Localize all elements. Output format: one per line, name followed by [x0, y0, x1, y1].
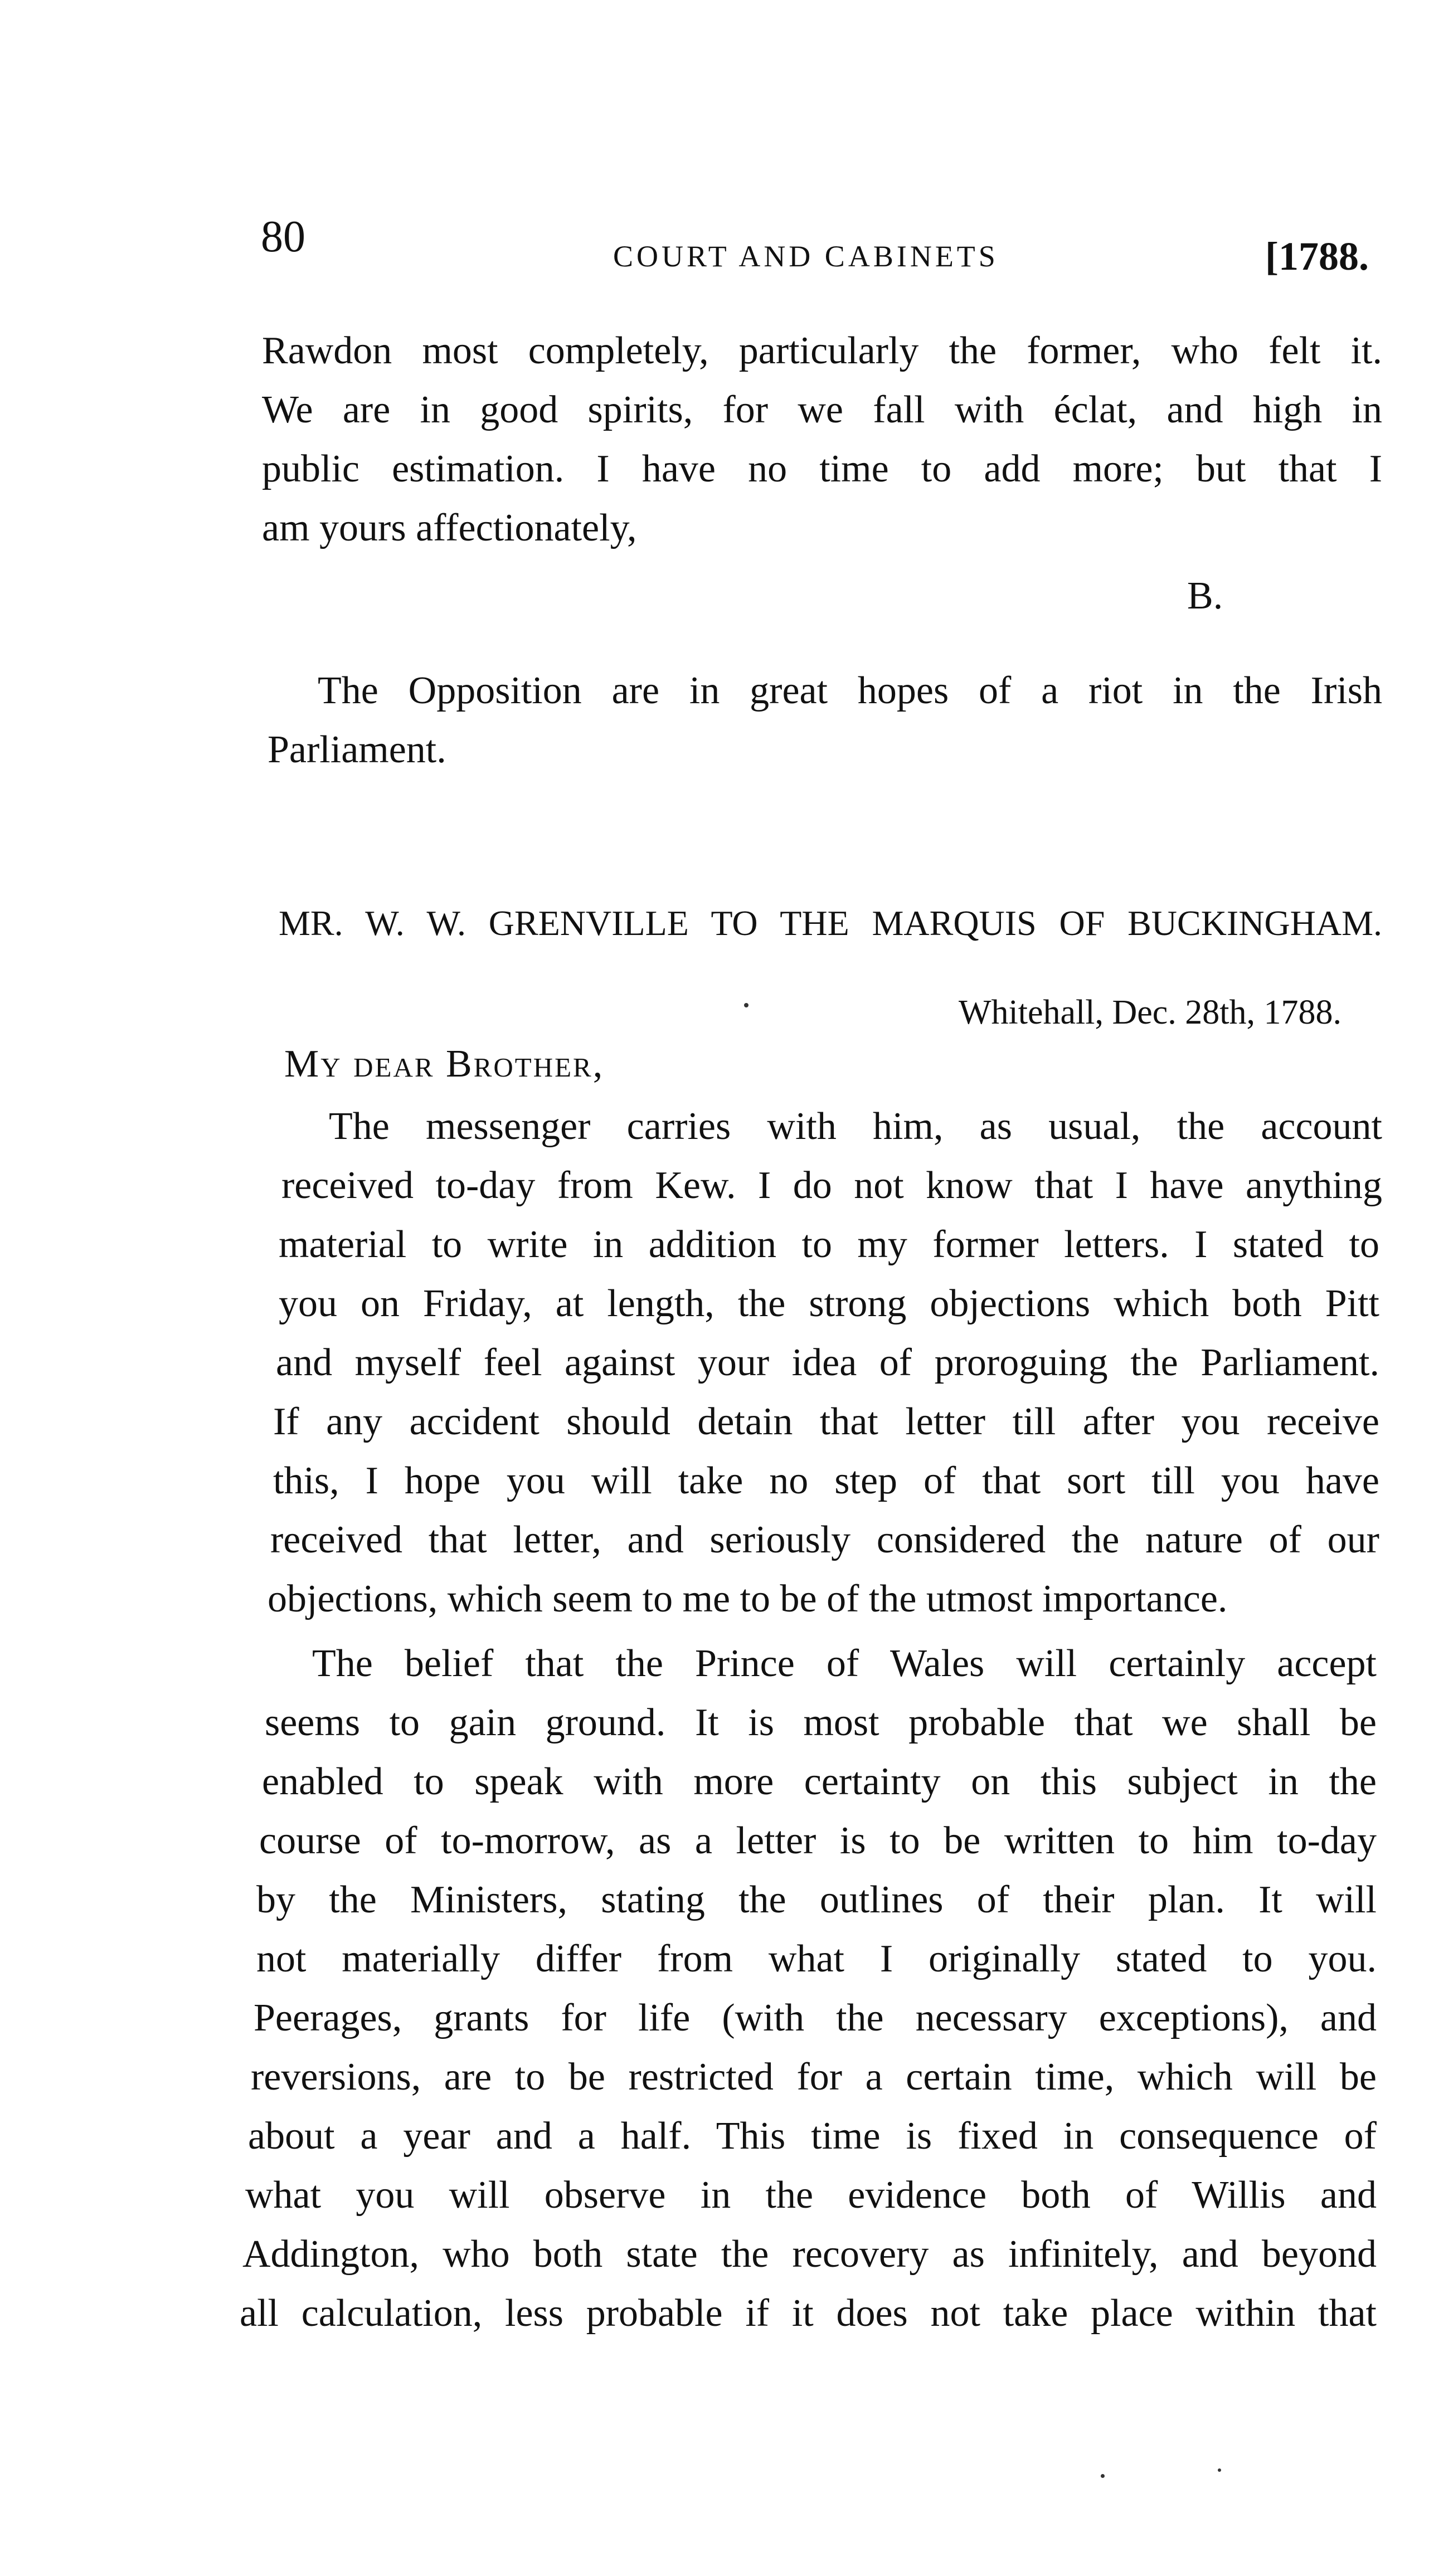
running-title: COURT AND CABINETS: [613, 240, 999, 273]
postscript-line-2: Parliament.: [268, 728, 446, 771]
letter-heading: MR. W. W. GRENVILLE TO THE MARQUIS OF BUCKINGHAM.: [279, 903, 1382, 943]
opening-line-4: am yours affectionately,: [262, 507, 637, 549]
paragraph2-line-11: Addington, who both state the recovery as infinitely, and beyond: [242, 2233, 1377, 2276]
paragraph1-line-1: The messenger carries with him, as usual, the account: [329, 1105, 1382, 1148]
letter-dateline: Whitehall, Dec. 28th, 1788.: [959, 994, 1341, 1031]
paragraph1-line-2: received to-day from Kew. I do not know that I have anything: [281, 1164, 1382, 1207]
opening-line-2: We are in good spirits, for we fall with éclat, and high in: [262, 388, 1382, 431]
paragraph2-line-3: enabled to speak with more certainty on this subject in the: [262, 1760, 1377, 1803]
paragraph1-line-3: material to write in addition to my former letters. I stated to: [279, 1223, 1379, 1266]
paragraph2-line-10: what you will observe in the evidence both of Willis and: [245, 2174, 1377, 2217]
paragraph2-line-1: The belief that the Prince of Wales will certainly accept: [312, 1642, 1377, 1685]
opening-line-1: Rawdon most completely, particularly the former, who felt it.: [262, 329, 1382, 372]
paragraph2-line-2: seems to gain ground. It is most probable that we shall be: [265, 1701, 1377, 1744]
paragraph2-line-6: not materially differ from what I originally stated to you.: [256, 1937, 1377, 1980]
paragraph1-line-6: If any accident should detain that letter till after you receive: [273, 1400, 1379, 1443]
postscript-line-1: The Opposition are in great hopes of a riot in the Irish: [318, 669, 1382, 712]
paragraph1-line-9: objections, which seem to me to be of the utmost importance.: [268, 1577, 1228, 1620]
paragraph1-line-4: you on Friday, at length, the strong objections which both Pitt: [279, 1282, 1379, 1325]
print-speck: [1218, 2468, 1221, 2472]
paragraph2-line-5: by the Ministers, stating the outlines of their plan. It will: [256, 1878, 1377, 1921]
paragraph2-line-8: reversions, are to be restricted for a certain time, which will be: [251, 2056, 1377, 2098]
paragraph1-line-8: received that letter, and seriously considered the nature of our: [270, 1518, 1379, 1561]
paragraph1-line-5: and myself feel against your idea of proroguing the Parliament.: [276, 1341, 1379, 1384]
page-number: 80: [261, 212, 305, 261]
signature: B.: [1187, 574, 1223, 617]
paragraph2-line-4: course of to-morrow, as a letter is to be written to him to-day: [259, 1819, 1377, 1862]
print-speck: [744, 1003, 748, 1007]
running-year: [1788.: [1265, 234, 1369, 279]
letter-salutation: My dear Brother,: [284, 1043, 605, 1085]
paragraph2-line-12: all calculation, less probable if it does not take place within that: [240, 2292, 1377, 2335]
paragraph1-line-7: this, I hope you will take no step of that sort till you have: [273, 1459, 1379, 1502]
paragraph2-line-9: about a year and a half. This time is fixed in consequence of: [248, 2115, 1377, 2158]
print-speck: [1101, 2474, 1105, 2478]
paragraph2-line-7: Peerages, grants for life (with the necessary exceptions), and: [254, 1996, 1377, 2039]
opening-line-3: public estimation. I have no time to add more; but that I: [262, 447, 1382, 490]
